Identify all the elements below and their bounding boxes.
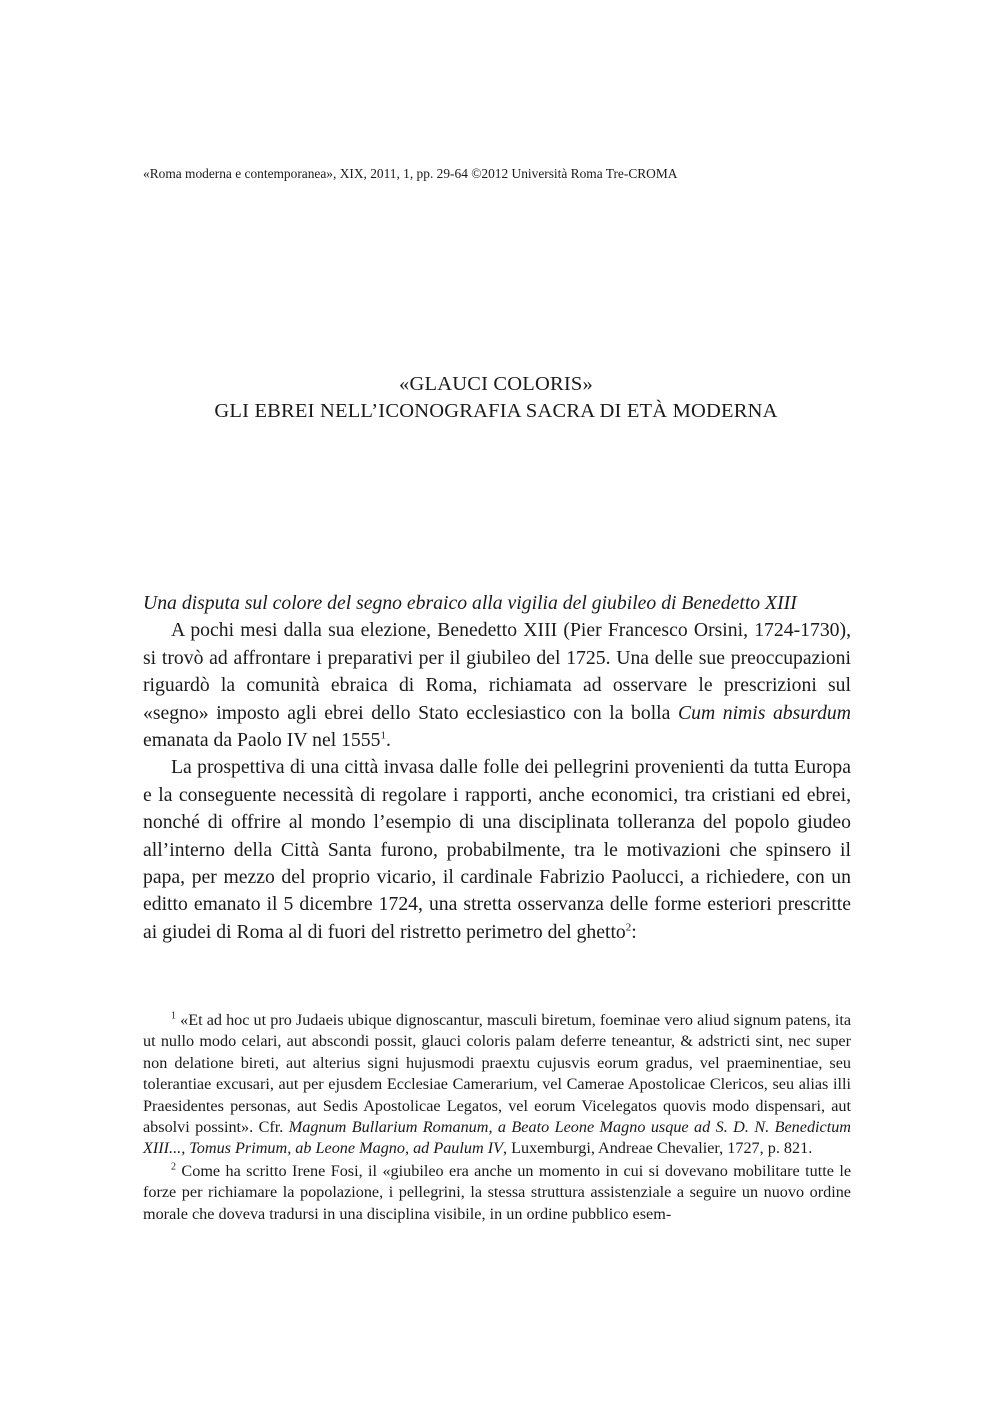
footnote-1 <box>143 1010 851 1160</box>
paragraph-1-text-end: emanata da Paolo IV nel 1555 <box>143 729 381 752</box>
paragraph-1 <box>143 617 851 754</box>
article-body <box>143 590 851 946</box>
paragraph-2-text: La prospettiva di una città invasa dalle folle dei pellegrini provenienti da tutta Europa e la conseguente necessità di regolare i rapporti, anche economici, tra cristiani ed ebrei, nonché di offrire al mondo l’esempio di una disciplinata tolleranza del popolo giudeo all’interno della Città Santa furono, probabilmente, tra le motivazioni che spinsero il papa, per mezzo del proprio vicario, il cardinale Fabrizio Paolucci, a richiedere, con un editto emanato il 5 dicembre 1724, una stretta osservanza delle forme esteriori prescritte ai giudei di Roma al di fuori del ristretto perimetro del ghetto <box>143 756 851 943</box>
title-line-2: GLI EBREI NELL’ICONOGRAFIA SACRA DI ETÀ MODERNA <box>214 400 778 422</box>
footnote-2-text: Come ha scritto Irene Fosi, il «giubileo era anche un momento in cui si dovevano mobilitare tutte le forze per richiamare la popolazione, i pellegrini, la stessa struttura assistenziale a seguire un nuovo ordine morale che doveva tradursi in una disciplina visibile, in un ordine pubblico esem- <box>143 1161 852 1223</box>
paragraph-2 <box>143 754 851 946</box>
bull-title: Cum nimis absurdum <box>677 701 851 724</box>
paragraph-1-period: . <box>385 729 391 752</box>
article-title <box>0 371 992 425</box>
footnotes <box>143 1010 851 1225</box>
section-heading: Una disputa sul colore del segno ebraico alla vigilia del giubileo di Benedetto XIII <box>143 592 797 614</box>
paragraph-2-colon: : <box>631 920 637 943</box>
footnote-ref-1[interactable]: 1 <box>380 729 386 742</box>
paragraph-1-text: A pochi mesi dalla sua elezione, Benedetto XIII (Pier Francesco Orsini, 1724-1730), si trovò ad affrontare i preparativi per il giubileo del 1725. Una delle sue preoccupazioni riguardò la comunità ebraica di Roma, richiamata ad osservare le prescrizioni sul «segno» imposto agli ebrei dello Stato ecclesiastico con la bolla <box>143 619 851 724</box>
footnote-2 <box>143 1161 851 1225</box>
footnote-ref-2[interactable]: 2 <box>625 921 632 934</box>
footnote-2-number: 2 <box>171 1161 176 1173</box>
journal-citation-header: «Roma moderna e contemporanea», XIX, 2011, 1, pp. 29-64 ©2012 Università Roma Tre-CROMA <box>143 166 678 181</box>
footnote-1-text-end: , Luxemburgi, Andreae Chevalier, 1727, p. 821. <box>503 1139 813 1158</box>
footnote-1-text: «Et ad hoc ut pro Judaeis ubique dignoscantur, masculi biretum, foeminae vero aliud signum patens, ita ut nullo modo celari, aut abscondi possit, glauci coloris palam deferre teneantur, & adstricti sint, nec super non delatione bireti, aut alterius signi hujusmodi praextu cujusvis eorum gradus, vel praeminentiae, seu tolerantiae excusari, aut per ejusdem Ecclesiae Camerarium, vel Camerae Apostolicae Clericos, seu alias illi Praesidentes personas, aut Sedis Apostolicae Legatos, vel eorum Vicelegatos quovis modo dispensari, aut absolvi possint». Cfr. <box>143 1011 852 1137</box>
footnote-1-number: 1 <box>171 1010 176 1022</box>
title-line-1: «GLAUCI COLORIS» <box>399 373 593 395</box>
footnote-1-italic-title: Magnum Bullarium Romanum, a Beato Leone Magno usque ad S. D. N. Benedictum XIII..., Tomus Primum, ab Leone Magno, ad Paulum IV <box>143 1118 851 1158</box>
